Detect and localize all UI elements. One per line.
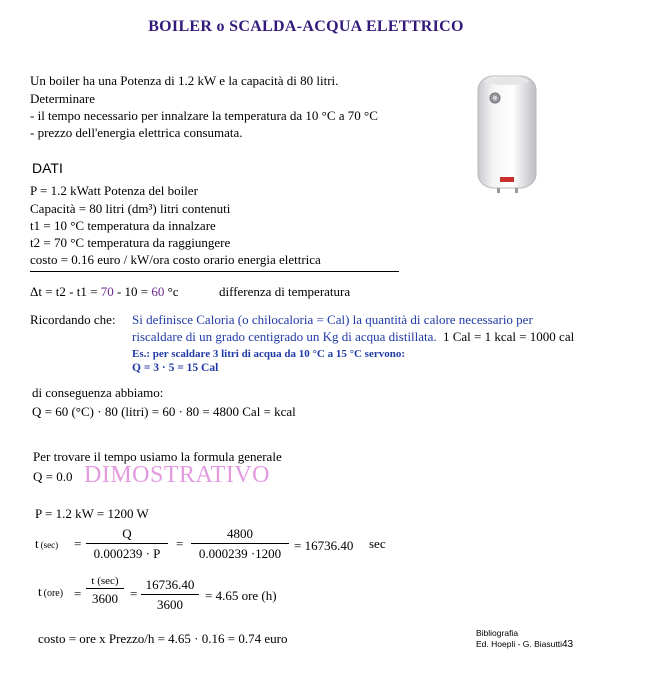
- bibliography-author: Ed. Hoepli - G. Biasutti: [476, 639, 562, 649]
- formula-ore-result: = 4.65 ore (h): [205, 588, 277, 603]
- intro-line-2: Determinare: [30, 91, 95, 106]
- fraction-values: [141, 577, 199, 613]
- costo-line: costo = ore x Prezzo/h = 4.65 · 0.16 = 0.74 euro: [38, 631, 288, 646]
- example-line-2: Q = 3 · 5 = 15 Cal: [132, 362, 219, 374]
- caloria-conversion: 1 Cal = 1 kcal = 1000 cal: [442, 329, 575, 344]
- conseguenza-line-1: di conseguenza abbiamo:: [32, 385, 164, 400]
- intro-line-3: - il tempo necessario per innalzare la temperatura da 10 °C a 70 °C: [30, 108, 378, 123]
- p-value: P = 1.2 kW = 1200 W: [35, 506, 149, 521]
- caloria-definition-2a: riscaldare di un grado centigrado un Kg di acqua distillata.: [132, 329, 437, 344]
- t-symbol: t: [38, 584, 42, 599]
- bibliography-heading: Bibliografia: [476, 628, 519, 638]
- q-value: Q = 0.0: [33, 469, 73, 484]
- formula-sec-result: = 16736.40: [294, 538, 354, 553]
- t-subscript: (ore): [43, 588, 64, 599]
- delta-description: differenza di temperatura: [219, 284, 351, 299]
- fraction-denominator: 0.000239 · P: [86, 543, 168, 562]
- fraction-denominator: 0.000239 ·1200: [191, 543, 289, 562]
- intro-line-1: Un boiler ha una Potenza di 1.2 kW e la capacità di 80 litri.: [30, 73, 339, 88]
- fraction-numerator: 16736.40: [145, 577, 195, 592]
- page-number: 43: [561, 639, 574, 650]
- example-line-1: Es.: per scaldare 3 litri di acqua da 10 °C a 15 °C servono:: [132, 348, 406, 360]
- equals-sign: =: [130, 586, 138, 601]
- dati-heading: DATI: [32, 160, 63, 176]
- equals-sign: =: [176, 536, 184, 551]
- fraction-numerator: Q: [122, 526, 132, 541]
- fraction-numerator: t (sec): [91, 575, 119, 587]
- delta-formula: [30, 284, 179, 300]
- fraction-tsec-over-3600: [86, 575, 124, 607]
- ricordando-label: Ricordando che:: [30, 312, 116, 327]
- t-symbol: t: [35, 536, 39, 551]
- caloria-definition-1: Si definisce Caloria (o chilocaloria = Cal) la quantità di calore necessario per: [132, 312, 533, 327]
- boiler-image: [472, 72, 544, 194]
- equals-sign: =: [74, 536, 82, 551]
- tempo-intro: Per trovare il tempo usiamo la formula generale: [33, 449, 282, 464]
- delta-t2: 70: [100, 284, 114, 299]
- dati-row: costo = 0.16 euro / kW/ora costo orario energia elettrica: [30, 252, 321, 267]
- dati-row: P = 1.2 kWatt Potenza del boiler: [30, 183, 198, 198]
- page-title: BOILER o SCALDA-ACQUA ELETTRICO: [148, 18, 464, 35]
- delta-unit: °c: [164, 284, 179, 299]
- delta-prefix: Δt = t2 - t1 =: [30, 284, 101, 299]
- dati-row: t1 = 10 °C temperatura da innalzare: [30, 218, 216, 233]
- fraction-numerator: 4800: [227, 526, 253, 541]
- caloria-definition-2: [132, 329, 574, 345]
- watermark: DIMOSTRATIVO: [84, 462, 270, 488]
- intro-line-4: - prezzo dell'energia elettrica consumata.: [30, 125, 243, 140]
- fraction-values: [191, 526, 289, 562]
- delta-minus: - 10 =: [113, 284, 152, 299]
- t-subscript: (sec): [40, 540, 59, 550]
- fraction-q-over-p: [86, 526, 168, 562]
- bibliography-source: [476, 639, 573, 650]
- fraction-denominator: 3600: [86, 588, 124, 607]
- equals-sign: =: [74, 586, 82, 601]
- fraction-denominator: 3600: [141, 594, 199, 613]
- dati-row: t2 = 70 °C temperatura da raggiungere: [30, 235, 231, 250]
- conseguenza-line-2: Q = 60 (°C) · 80 (litri) = 60 · 80 = 4800 Cal = kcal: [32, 404, 296, 419]
- formula-ore-lhs: [38, 584, 63, 600]
- formula-sec-unit: sec: [369, 536, 386, 551]
- dati-row: Capacità = 80 litri (dm³) litri contenuti: [30, 201, 231, 216]
- delta-result: 60: [151, 284, 165, 299]
- divider: [30, 271, 399, 272]
- bibliography: [476, 628, 573, 650]
- formula-sec-lhs: [35, 536, 58, 552]
